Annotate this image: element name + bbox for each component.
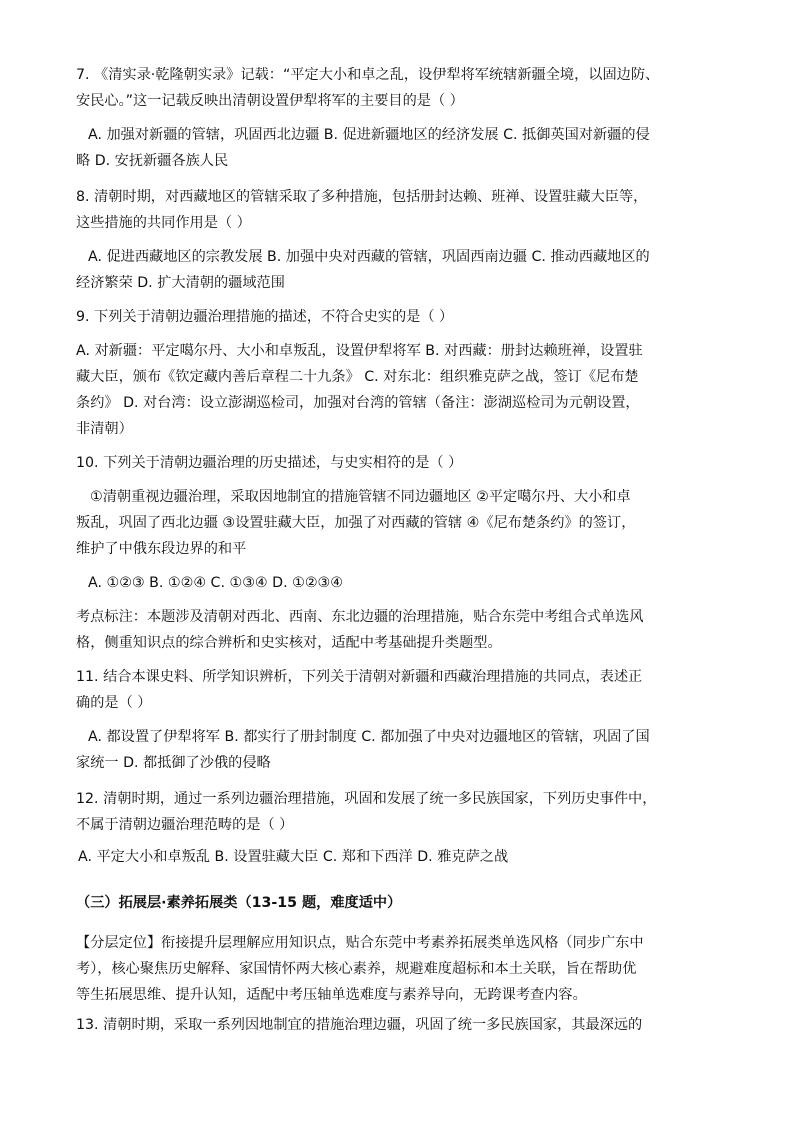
option-line: A. 都设置了伊犁将军 B. 都实行了册封制度 C. 都加强了中央对边疆地区的管辖，巩固了国: [88, 729, 650, 745]
question-8-options: [76, 244, 728, 296]
option-line: 藏大臣，颁布《钦定藏内善后章程二十九条》 C. 对东北：组织雅克萨之战，签订《尼布楚: [76, 369, 639, 385]
question-11: [76, 664, 728, 716]
question-stem-line: 确的是（ ）: [76, 695, 152, 711]
description-line: 【分层定位】衔接提升层理解应用知识点，贴合东莞中考素养拓展类单选风格（同步广东中: [76, 935, 644, 951]
option-line: 条约》 D. 对台湾：设立澎湖巡检司，加强对台湾的管辖（备注：澎湖巡检司为元朝设置，: [76, 395, 640, 411]
option-line: 略 D. 安抚新疆各族人民: [76, 153, 229, 169]
question-13: [76, 1012, 728, 1038]
question-stem-line: 不属于清朝边疆治理范畴的是（ ）: [76, 817, 294, 833]
question-8: [76, 184, 728, 236]
description-line: 考），核心聚焦历史解释、家国情怀两大核心素养，规避难度超标和本土关联，旨在帮助优: [76, 961, 637, 977]
option-line: A. ①②③ B. ①②④ C. ①③④ D. ①②③④: [88, 575, 343, 591]
question-9-options: [76, 338, 728, 442]
section-3-heading-block: [76, 890, 728, 916]
note-line: 格，侧重知识点的综合辨析和史实核对，适配中考基础提升类题型。: [76, 635, 502, 651]
section-3-description: [76, 930, 728, 1008]
question-stem-line: 10. 下列关于清朝边疆治理的历史描述，与史实相符的是（ ）: [76, 455, 463, 471]
question-stem-line: 这些措施的共同作用是（ ）: [76, 215, 251, 231]
question-10-options: [76, 570, 728, 596]
question-stem-line: 13. 清朝时期，采取一系列因地制宜的措施治理边疆，巩固了统一多民族国家，其最深远的: [76, 1017, 643, 1033]
question-stem-line: 11. 结合本课史料、所学知识辨析，下列关于清朝对新疆和西藏治理措施的共同点，表述正: [76, 669, 643, 685]
option-line: 非清朝）: [76, 421, 133, 437]
question-12-options: [76, 844, 728, 870]
question-10: [76, 450, 728, 476]
option-line: A. 加强对新疆的管辖，巩固西北边疆 B. 促进新疆地区的经济发展 C. 抵御英国对新疆的侵: [88, 127, 650, 143]
statement-line: ①清朝重视边疆治理，采取因地制宜的措施管辖不同边疆地区 ②平定噶尔丹、大小和卓: [90, 489, 631, 505]
question-9: [76, 304, 728, 330]
question-stem-line: 9. 下列关于清朝边疆治理措施的描述，不符合史实的是（ ）: [76, 309, 454, 325]
question-stem-line: 安民心。”这一记载反映出清朝设置伊犁将军的主要目的是（ ）: [76, 93, 464, 109]
question-stem-line: 12. 清朝时期，通过一系列边疆治理措施，巩固和发展了统一多民族国家，下列历史事件中，: [76, 791, 657, 807]
option-line: 经济繁荣 D. 扩大清朝的疆域范围: [76, 275, 285, 291]
question-10-statements: [76, 484, 728, 562]
question-12: [76, 786, 728, 838]
statement-line: 维护了中俄东段边界的和平: [76, 541, 247, 557]
question-stem-line: 8. 清朝时期，对西藏地区的管辖采取了多种措施，包括册封达赖、班禅、设置驻藏大臣等，: [76, 189, 648, 205]
question-stem-line: 7. 《清实录·乾隆朝实录》记载：“平定大小和卓之乱，设伊犁将军统辖新疆全境，以固边防、: [76, 67, 660, 83]
note-block: [76, 604, 728, 656]
note-line: 考点标注：本题涉及清朝对西北、西南、东北边疆的治理措施，贴合东莞中考组合式单选风: [76, 609, 644, 625]
section-heading: （三）拓展层·素养拓展类（13-15 题，难度适中）: [76, 895, 402, 911]
description-line: 等生拓展思维、提升认知，适配中考压轴单选难度与素养导向，无跨课考查内容。: [76, 987, 587, 1003]
statement-line: 叛乱，巩固了西北边疆 ③设置驻藏大臣，加强了对西藏的管辖 ④《尼布楚条约》的签订，: [76, 515, 636, 531]
option-line: A. 平定大小和卓叛乱 B. 设置驻藏大臣 C. 郑和下西洋 D. 雅克萨之战: [78, 849, 509, 865]
option-line: A. 促进西藏地区的宗教发展 B. 加强中央对西藏的管辖，巩固西南边疆 C. 推动西藏地区的: [88, 249, 650, 265]
question-11-options: [76, 724, 728, 776]
option-line: 家统一 D. 都抵御了沙俄的侵略: [76, 755, 271, 771]
question-7-options: [76, 122, 728, 174]
question-7: [76, 62, 728, 114]
option-line: A. 对新疆：平定噶尔丹、大小和卓叛乱，设置伊犁将军 B. 对西藏：册封达赖班禅，设置驻: [76, 343, 643, 359]
